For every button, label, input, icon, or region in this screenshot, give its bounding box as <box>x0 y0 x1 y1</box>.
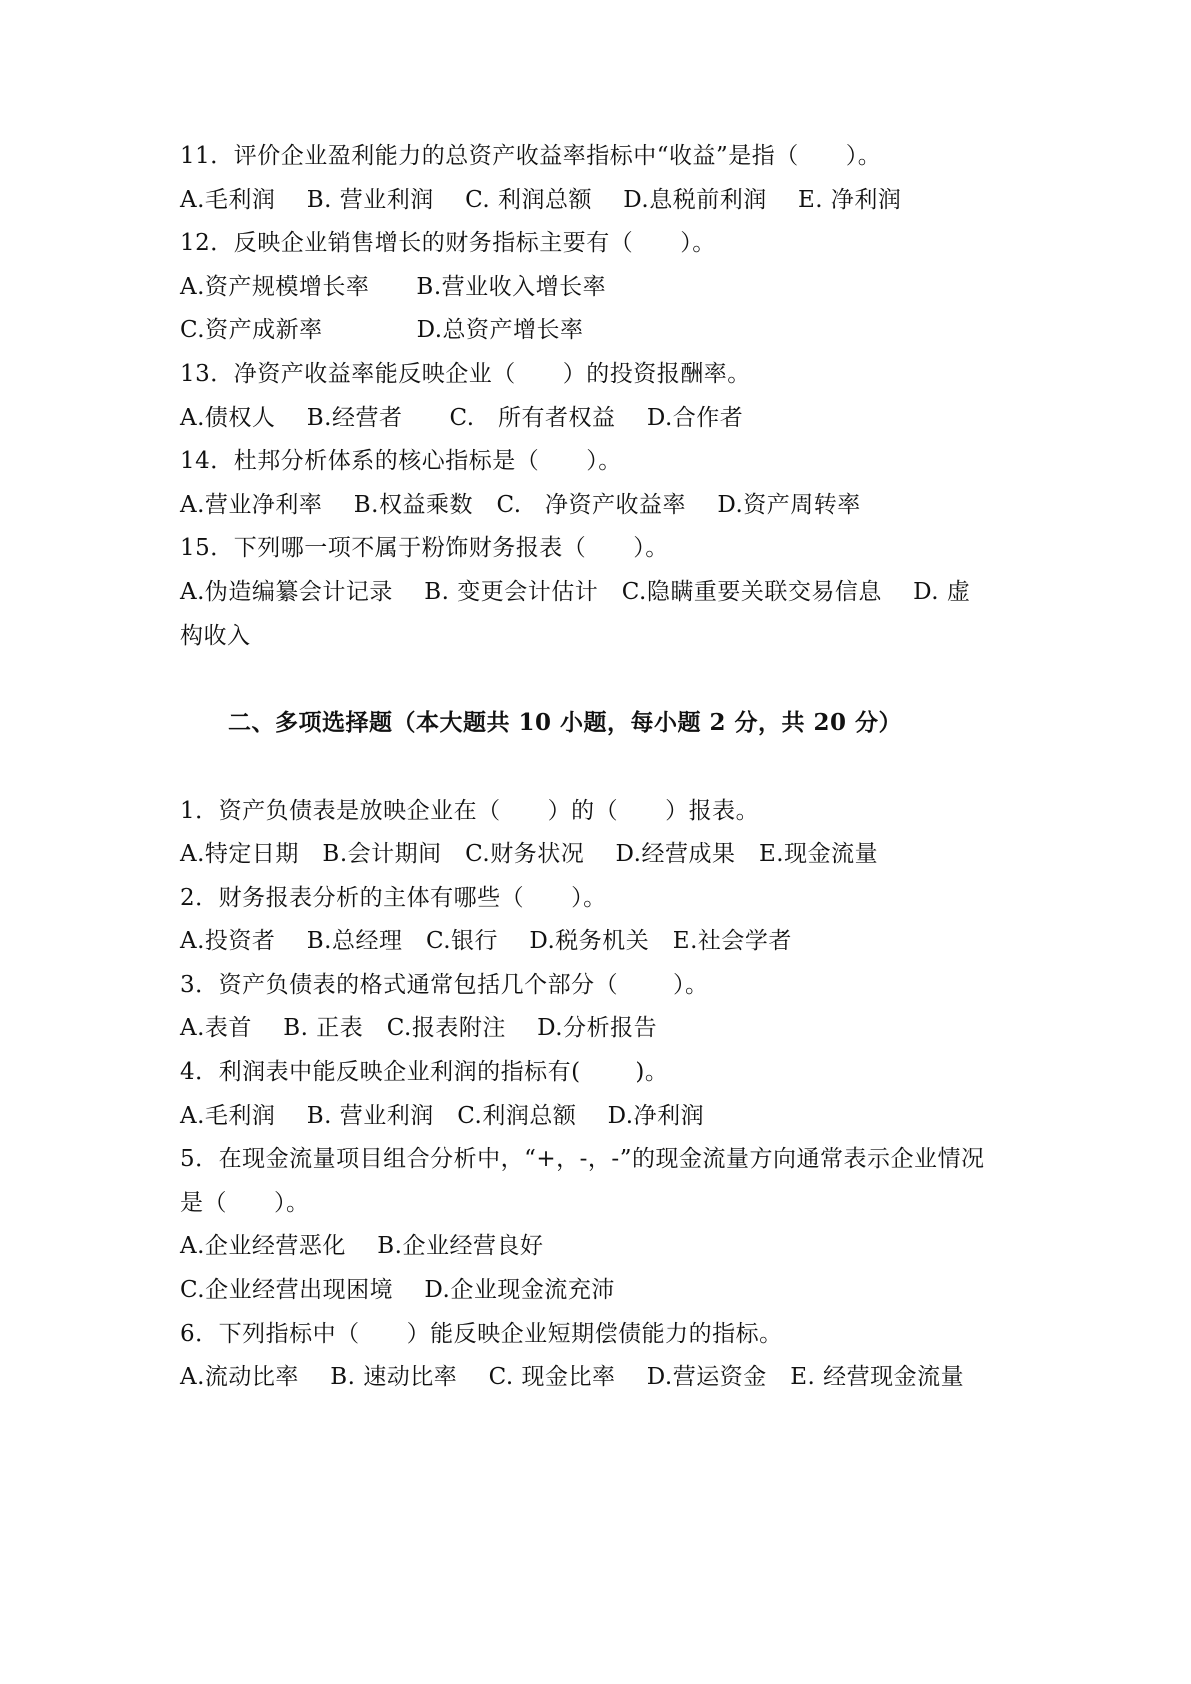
mc-question-6-stem: 6．下列指标中（ ）能反映企业短期偿债能力的指标。 <box>180 1321 783 1347</box>
mc-question-1-options: A.特定日期 B.会计期间 C.财务状况 D.经营成果 E.现金流量 <box>180 841 879 867</box>
question-11-options: A.毛利润 B. 营业利润 C. 利润总额 D.息税前利润 E. 净利润 <box>180 187 902 213</box>
mc-question-1-stem: 1．资产负债表是放映企业在（ ）的（ ）报表。 <box>180 798 760 824</box>
question-15-stem: 15．下列哪一项不属于粉饰财务报表（ ）。 <box>180 535 669 561</box>
question-11-stem: 11．评价企业盈利能力的总资产收益率指标中“收益”是指（ ）。 <box>180 143 882 169</box>
mc-question-5-stem: 5．在现金流量项目组合分析中，“+，-，-”的现金流量方向通常表示企业情况 <box>180 1146 985 1172</box>
mc-question-5-stem-continued: 是（ ）。 <box>180 1190 310 1216</box>
mc-question-4-options: A.毛利润 B. 营业利润 C.利润总额 D.净利润 <box>180 1103 705 1129</box>
question-12-stem: 12．反映企业销售增长的财务指标主要有（ ）。 <box>180 230 716 256</box>
question-13-stem: 13．净资产收益率能反映企业（ ）的投资报酬率。 <box>180 361 751 387</box>
mc-question-5-options-row-2: C.企业经营出现困境 D.企业现金流充沛 <box>180 1277 615 1303</box>
question-12-options-row-2: C.资产成新率 D.总资产增长率 <box>180 317 584 343</box>
mc-question-2-stem: 2．财务报表分析的主体有哪些（ ）。 <box>180 885 607 911</box>
question-14-stem: 14．杜邦分析体系的核心指标是（ ）。 <box>180 448 622 474</box>
mc-question-4-stem: 4．利润表中能反映企业利润的指标有( )。 <box>180 1059 669 1085</box>
mc-question-5-options-row-1: A.企业经营恶化 B.企业经营良好 <box>180 1233 544 1259</box>
mc-question-3-stem: 3．资产负债表的格式通常包括几个部分（ ）。 <box>180 972 709 998</box>
question-15-options: A.伪造编纂会计记录 B. 变更会计估计 C.隐瞒重要关联交易信息 D. 虚 <box>180 579 971 605</box>
question-13-options: A.债权人 B.经营者 C. 所有者权益 D.合作者 <box>180 405 744 431</box>
question-14-options: A.营业净利率 B.权益乘数 C. 净资产收益率 D.资产周转率 <box>180 492 861 518</box>
question-12-options-row-1: A.资产规模增长率 B.营业收入增长率 <box>180 274 607 300</box>
mc-question-2-options: A.投资者 B.总经理 C.银行 D.税务机关 E.社会学者 <box>180 928 792 954</box>
mc-question-6-options: A.流动比率 B. 速动比率 C. 现金比率 D.营运资金 E. 经营现金流量 <box>180 1364 965 1390</box>
mc-question-3-options: A.表首 B. 正表 C.报表附注 D.分析报告 <box>180 1015 658 1041</box>
section-heading-multiple-choice: 二、多项选择题（本大题共 10 小题，每小题 2 分，共 20 分） <box>228 709 903 736</box>
question-15-options-continued: 构收入 <box>180 623 251 649</box>
